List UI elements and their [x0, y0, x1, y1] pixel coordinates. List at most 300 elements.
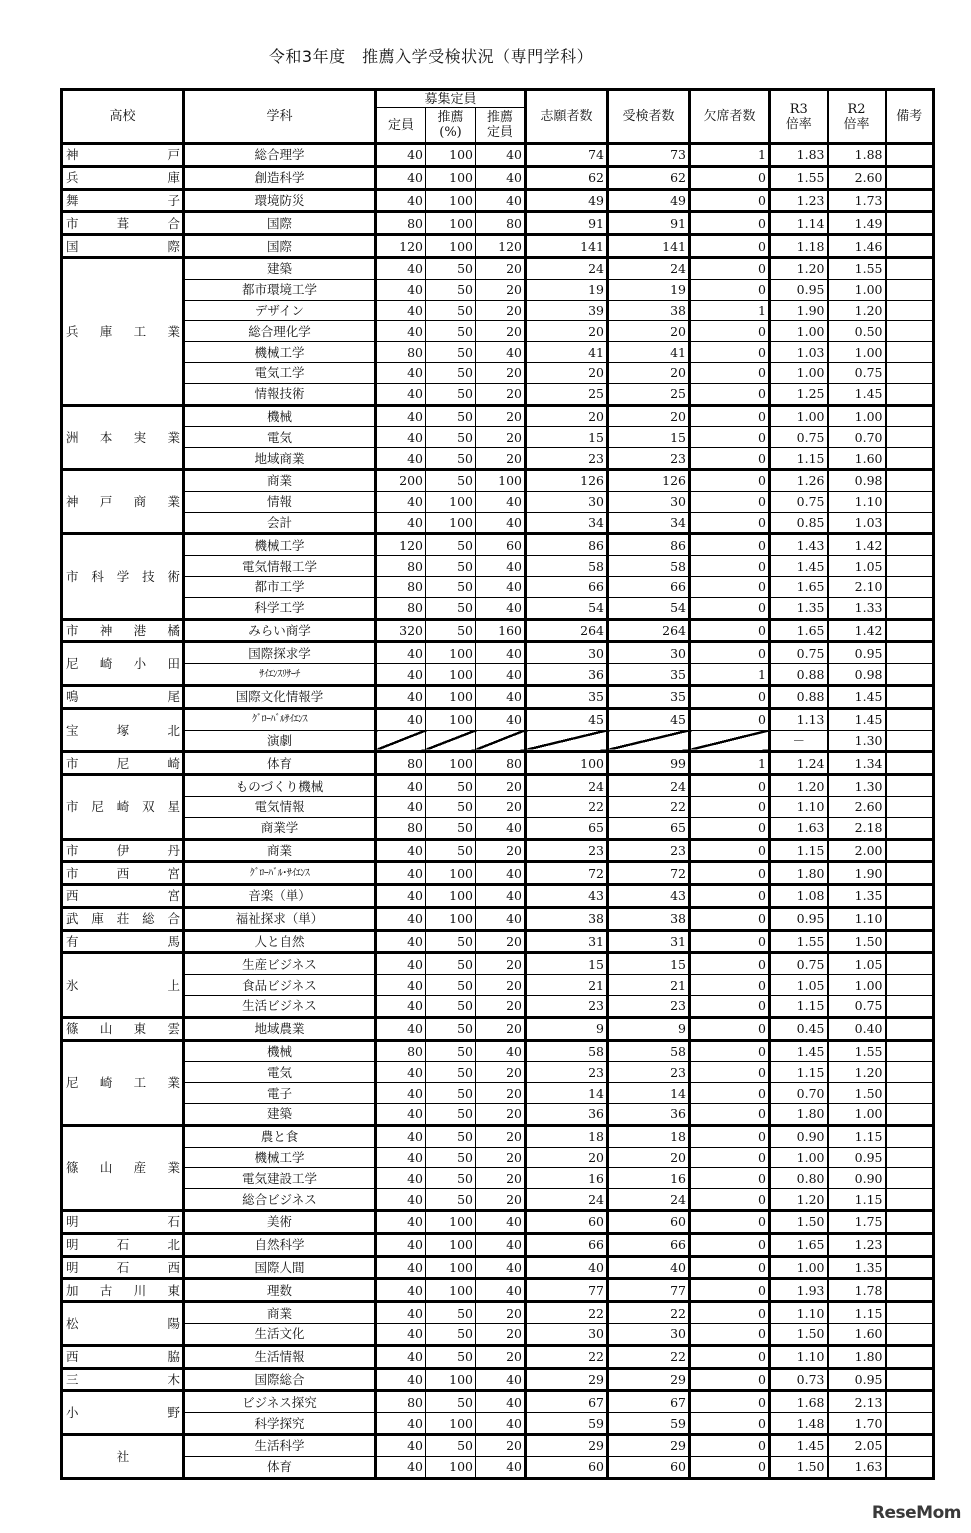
table-row [62, 708, 934, 730]
table-row [62, 907, 934, 930]
notes-cell [886, 469, 934, 491]
rec-capacity-cell: 40 [476, 1256, 526, 1279]
r2-ratio-cell: 0.95 [828, 642, 886, 664]
rec-pct-cell: 100 [426, 1256, 476, 1279]
table-row [62, 383, 934, 405]
dept-name: 体育 [184, 752, 376, 775]
r3-ratio-cell: 1.63 [770, 817, 828, 839]
notes-cell [886, 448, 934, 470]
rec-capacity-cell: 20 [476, 1345, 526, 1368]
absentees-cell: 0 [690, 166, 770, 189]
examinees-cell: 16 [608, 1168, 690, 1189]
notes-cell [886, 512, 934, 534]
notes-cell [886, 907, 934, 930]
table-row [62, 1125, 934, 1147]
rec-capacity-cell: 20 [476, 279, 526, 300]
examinees-cell: 99 [608, 752, 690, 775]
school-name: 市科学技術 [62, 534, 184, 619]
applicants-cell: 29 [526, 1435, 608, 1457]
rec-pct-cell: 50 [426, 576, 476, 597]
header-notes: 備考 [886, 90, 934, 144]
capacity-cell: 40 [376, 1435, 426, 1457]
notes-cell [886, 144, 934, 167]
examinees-cell: 86 [608, 534, 690, 556]
examinees-cell: 23 [608, 996, 690, 1018]
applicants-cell: 18 [526, 1125, 608, 1147]
applicants-cell: 100 [526, 752, 608, 775]
rec-capacity-cell: 20 [476, 1062, 526, 1083]
applicants-cell: 38 [526, 907, 608, 930]
r3-ratio-cell: 1.50 [770, 1324, 828, 1346]
rec-capacity-cell: 20 [476, 300, 526, 321]
absentees-cell: 0 [690, 342, 770, 363]
rec-pct-cell: 100 [426, 862, 476, 885]
r3-ratio-cell: 1.18 [770, 235, 828, 258]
school-name: 明石 [62, 1211, 184, 1234]
dept-name: 情報 [184, 491, 376, 512]
r2-ratio-cell: 1.30 [828, 775, 886, 797]
r2-ratio-cell: 1.20 [828, 300, 886, 321]
examinees-cell: 77 [608, 1279, 690, 1302]
capacity-cell: 40 [376, 1302, 426, 1324]
r3-ratio-cell: 0.80 [770, 1168, 828, 1189]
dept-name: 電気 [184, 1062, 376, 1083]
absentees-cell: 0 [690, 405, 770, 427]
examinees-cell: 30 [608, 642, 690, 664]
rec-capacity-cell: 40 [476, 491, 526, 512]
capacity-cell: 40 [376, 1256, 426, 1279]
absentees-cell: 0 [690, 1211, 770, 1234]
examinees-cell: 23 [608, 448, 690, 470]
table-row [62, 342, 934, 363]
school-name: 武庫荘総合 [62, 907, 184, 930]
applicants-cell: 20 [526, 321, 608, 342]
rec-capacity-cell: 20 [476, 405, 526, 427]
capacity-cell: 40 [376, 930, 426, 953]
absentees-cell: 0 [690, 597, 770, 619]
examinees-cell: 15 [608, 953, 690, 975]
r2-ratio-cell: 0.95 [828, 1368, 886, 1391]
r3-ratio-cell: 1.45 [770, 1435, 828, 1457]
dept-name: 総合理化学 [184, 321, 376, 342]
absentees-cell: 0 [690, 534, 770, 556]
notes-cell [886, 930, 934, 953]
absentees-cell: 0 [690, 556, 770, 577]
r3-ratio-cell: 0.88 [770, 664, 828, 686]
examinees-cell: 24 [608, 257, 690, 279]
absentees-cell: 0 [690, 448, 770, 470]
rec-pct-cell: 100 [426, 1279, 476, 1302]
r2-ratio-cell: 1.15 [828, 1302, 886, 1324]
rec-pct-cell: 100 [426, 685, 476, 708]
examinees-cell: 45 [608, 708, 690, 730]
applicants-cell: 54 [526, 597, 608, 619]
notes-cell [886, 619, 934, 642]
rec-pct-cell: 100 [426, 189, 476, 212]
r2-ratio-cell: 1.00 [828, 405, 886, 427]
capacity-cell: 40 [376, 642, 426, 664]
header-rec-capacity: 推薦 定員 [476, 108, 526, 144]
dept-name: 電気工学 [184, 362, 376, 383]
school-name: 松陽 [62, 1302, 184, 1346]
school-name: 社 [62, 1435, 184, 1479]
rec-pct-cell: 50 [426, 405, 476, 427]
dept-name: 創造科学 [184, 166, 376, 189]
capacity-cell: 40 [376, 996, 426, 1018]
r2-ratio-cell: 1.88 [828, 144, 886, 167]
applicants-cell: 23 [526, 448, 608, 470]
r3-ratio-cell: 0.95 [770, 907, 828, 930]
r3-ratio-cell: 1.15 [770, 996, 828, 1018]
capacity-cell: 40 [376, 862, 426, 885]
rec-pct-cell: 100 [426, 664, 476, 686]
dept-name: 地域農業 [184, 1017, 376, 1040]
capacity-cell: 40 [376, 885, 426, 908]
capacity-cell: 40 [376, 1083, 426, 1104]
table-body [62, 144, 934, 1479]
rec-pct-cell: 50 [426, 362, 476, 383]
table-row [62, 235, 934, 258]
table-row [62, 1279, 934, 1302]
rec-pct-cell: 100 [426, 1413, 476, 1435]
table-row [62, 930, 934, 953]
r3-ratio-cell: 1.10 [770, 1302, 828, 1324]
rec-capacity-cell: 40 [476, 1456, 526, 1478]
r2-ratio-cell: 1.49 [828, 212, 886, 235]
table-row [62, 300, 934, 321]
r2-ratio-cell: 1.50 [828, 930, 886, 953]
rec-pct-cell: 50 [426, 1189, 476, 1211]
school-name: 篠山産業 [62, 1125, 184, 1210]
dept-name: 建築 [184, 257, 376, 279]
table-row [62, 1040, 934, 1062]
examinees-cell: 41 [608, 342, 690, 363]
school-name: 西脇 [62, 1345, 184, 1368]
dept-name: 電気情報 [184, 796, 376, 817]
absentees-cell: 0 [690, 576, 770, 597]
school-name: 兵庫 [62, 166, 184, 189]
capacity-cell: 80 [376, 556, 426, 577]
rec-pct-cell: 100 [426, 907, 476, 930]
dept-name: 国際 [184, 235, 376, 258]
absentees-cell: 0 [690, 189, 770, 212]
table-row [62, 1256, 934, 1279]
rec-capacity-cell: 20 [476, 1125, 526, 1147]
r3-ratio-cell: 0.75 [770, 491, 828, 512]
rec-capacity-cell: 40 [476, 642, 526, 664]
rec-pct-cell: 50 [426, 1040, 476, 1062]
dept-name: 生活ビジネス [184, 996, 376, 1018]
rec-pct-cell: 50 [426, 1302, 476, 1324]
examinees-cell: 18 [608, 1125, 690, 1147]
absentees-cell: 1 [690, 664, 770, 686]
school-name: 洲本実業 [62, 405, 184, 469]
dept-name: 電気情報工学 [184, 556, 376, 577]
notes-cell [886, 1302, 934, 1324]
rec-capacity-cell: 40 [476, 166, 526, 189]
notes-cell [886, 1062, 934, 1083]
examinees-cell: 25 [608, 383, 690, 405]
dept-name: 都市環境工学 [184, 279, 376, 300]
r3-ratio-cell: 0.75 [770, 427, 828, 448]
school-name: 加古川東 [62, 1279, 184, 1302]
rec-capacity-cell: 40 [476, 1040, 526, 1062]
r2-ratio-cell: 2.10 [828, 576, 886, 597]
applicants-cell: 23 [526, 996, 608, 1018]
notes-cell [886, 576, 934, 597]
absentees-cell: 0 [690, 775, 770, 797]
table-row [62, 1168, 934, 1189]
examinees-cell: 59 [608, 1413, 690, 1435]
r2-ratio-cell: 2.18 [828, 817, 886, 839]
absentees-cell: 0 [690, 1147, 770, 1168]
r3-ratio-cell: 1.43 [770, 534, 828, 556]
absentees-cell: 0 [690, 1062, 770, 1083]
capacity-cell [376, 730, 426, 752]
r2-ratio-cell: 1.46 [828, 235, 886, 258]
applicants-cell: 49 [526, 189, 608, 212]
r3-ratio-cell: － [770, 730, 828, 752]
applicants-cell: 62 [526, 166, 608, 189]
capacity-cell: 40 [376, 1233, 426, 1256]
r3-ratio-cell: 1.55 [770, 166, 828, 189]
applicants-cell: 41 [526, 342, 608, 363]
absentees-cell: 0 [690, 1435, 770, 1457]
header-capacity: 定員 [376, 108, 426, 144]
examinees-cell: 60 [608, 1211, 690, 1234]
results-table [60, 88, 935, 1480]
applicants-cell: 60 [526, 1456, 608, 1478]
table-row [62, 1211, 934, 1234]
notes-cell [886, 1211, 934, 1234]
examinees-cell: 91 [608, 212, 690, 235]
notes-cell [886, 1456, 934, 1478]
r2-ratio-cell: 1.00 [828, 342, 886, 363]
table-row [62, 730, 934, 752]
school-name: 舞子 [62, 189, 184, 212]
examinees-cell: 19 [608, 279, 690, 300]
absentees-cell: 0 [690, 427, 770, 448]
school-name: 宝塚北 [62, 708, 184, 752]
applicants-cell: 29 [526, 1368, 608, 1391]
dept-name: 生産ビジネス [184, 953, 376, 975]
applicants-cell: 141 [526, 235, 608, 258]
dept-name: ｸﾞﾛｰﾊﾞﾙｻｲｴﾝｽ [184, 708, 376, 730]
examinees-cell: 23 [608, 1062, 690, 1083]
capacity-cell: 40 [376, 1017, 426, 1040]
applicants-cell: 31 [526, 930, 608, 953]
examinees-cell: 20 [608, 321, 690, 342]
dept-name: 機械工学 [184, 1147, 376, 1168]
notes-cell [886, 642, 934, 664]
rec-pct-cell [426, 730, 476, 752]
rec-capacity-cell: 20 [476, 930, 526, 953]
r3-ratio-cell: 1.23 [770, 189, 828, 212]
r3-ratio-cell: 1.13 [770, 708, 828, 730]
dept-name: 総合ビジネス [184, 1189, 376, 1211]
applicants-cell: 34 [526, 512, 608, 534]
notes-cell [886, 1279, 934, 1302]
capacity-cell: 80 [376, 342, 426, 363]
examinees-cell: 31 [608, 930, 690, 953]
absentees-cell: 0 [690, 619, 770, 642]
notes-cell [886, 257, 934, 279]
table-row [62, 166, 934, 189]
school-name: 氷上 [62, 953, 184, 1017]
applicants-cell: 23 [526, 839, 608, 862]
capacity-cell: 40 [376, 321, 426, 342]
header-examinees: 受検者数 [608, 90, 690, 144]
rec-capacity-cell [476, 730, 526, 752]
examinees-cell: 43 [608, 885, 690, 908]
notes-cell [886, 1413, 934, 1435]
rec-pct-cell: 50 [426, 279, 476, 300]
r3-ratio-cell: 1.50 [770, 1211, 828, 1234]
dept-name: 機械 [184, 1040, 376, 1062]
applicants-cell: 60 [526, 1211, 608, 1234]
dept-name: 地域商業 [184, 448, 376, 470]
table-row [62, 257, 934, 279]
applicants-cell: 24 [526, 257, 608, 279]
table-row [62, 1456, 934, 1478]
capacity-cell: 40 [376, 166, 426, 189]
applicants-cell: 43 [526, 885, 608, 908]
r2-ratio-cell: 0.70 [828, 427, 886, 448]
header-school: 高校 [62, 90, 184, 144]
notes-cell [886, 1368, 934, 1391]
absentees-cell: 0 [690, 1413, 770, 1435]
r3-ratio-cell: 1.00 [770, 321, 828, 342]
table-row [62, 1391, 934, 1413]
school-name: 神戸 [62, 144, 184, 167]
examinees-cell: 30 [608, 491, 690, 512]
table-row [62, 576, 934, 597]
school-name: 尼崎工業 [62, 1040, 184, 1125]
r3-ratio-cell: 0.75 [770, 642, 828, 664]
dept-name: 電気 [184, 427, 376, 448]
rec-capacity-cell: 20 [476, 427, 526, 448]
notes-cell [886, 235, 934, 258]
notes-cell [886, 664, 934, 686]
rec-capacity-cell: 20 [476, 839, 526, 862]
absentees-cell: 0 [690, 642, 770, 664]
table-row [62, 1062, 934, 1083]
rec-pct-cell: 100 [426, 166, 476, 189]
rec-capacity-cell: 40 [476, 1211, 526, 1234]
capacity-cell: 200 [376, 469, 426, 491]
table-row [62, 469, 934, 491]
table-row [62, 1324, 934, 1346]
notes-cell [886, 362, 934, 383]
examinees-cell: 24 [608, 1189, 690, 1211]
school-name: 国際 [62, 235, 184, 258]
table-row [62, 953, 934, 975]
table-row [62, 839, 934, 862]
dept-name: 体育 [184, 1456, 376, 1478]
notes-cell [886, 1040, 934, 1062]
absentees-cell: 0 [690, 930, 770, 953]
rec-capacity-cell: 20 [476, 1324, 526, 1346]
r3-ratio-cell: 1.83 [770, 144, 828, 167]
absentees-cell: 0 [690, 953, 770, 975]
rec-capacity-cell: 20 [476, 448, 526, 470]
capacity-cell: 40 [376, 708, 426, 730]
capacity-cell: 80 [376, 1391, 426, 1413]
absentees-cell: 0 [690, 1104, 770, 1126]
table-row [62, 1083, 934, 1104]
rec-capacity-cell: 40 [476, 708, 526, 730]
rec-pct-cell: 50 [426, 321, 476, 342]
applicants-cell: 65 [526, 817, 608, 839]
notes-cell [886, 1189, 934, 1211]
r3-ratio-cell: 1.26 [770, 469, 828, 491]
rec-pct-cell: 50 [426, 383, 476, 405]
applicants-cell: 35 [526, 685, 608, 708]
table-row [62, 1017, 934, 1040]
rec-capacity-cell: 40 [476, 1391, 526, 1413]
r3-ratio-cell: 1.00 [770, 405, 828, 427]
rec-capacity-cell: 20 [476, 321, 526, 342]
absentees-cell: 0 [690, 257, 770, 279]
dept-name: 情報技術 [184, 383, 376, 405]
capacity-cell: 40 [376, 1368, 426, 1391]
applicants-cell: 126 [526, 469, 608, 491]
absentees-cell: 0 [690, 235, 770, 258]
rec-pct-cell: 50 [426, 1345, 476, 1368]
rec-pct-cell: 50 [426, 1147, 476, 1168]
rec-capacity-cell: 20 [476, 1302, 526, 1324]
r2-ratio-cell: 2.60 [828, 796, 886, 817]
absentees-cell: 0 [690, 817, 770, 839]
capacity-cell: 40 [376, 975, 426, 996]
rec-pct-cell: 50 [426, 930, 476, 953]
r2-ratio-cell: 1.60 [828, 1324, 886, 1346]
table-row [62, 642, 934, 664]
absentees-cell: 0 [690, 1368, 770, 1391]
school-name: 鳴尾 [62, 685, 184, 708]
rec-pct-cell: 50 [426, 556, 476, 577]
logo-text: ReseMom [871, 1503, 961, 1523]
r2-ratio-cell: 0.98 [828, 664, 886, 686]
rec-capacity-cell: 20 [476, 953, 526, 975]
examinees-cell: 35 [608, 664, 690, 686]
r3-ratio-cell: 1.08 [770, 885, 828, 908]
examinees-cell: 54 [608, 597, 690, 619]
r2-ratio-cell: 0.90 [828, 1168, 886, 1189]
applicants-cell: 20 [526, 1147, 608, 1168]
table-row [62, 1413, 934, 1435]
examinees-cell: 60 [608, 1456, 690, 1478]
r2-ratio-cell: 1.23 [828, 1233, 886, 1256]
capacity-cell: 40 [376, 383, 426, 405]
capacity-cell: 40 [376, 512, 426, 534]
examinees-cell: 20 [608, 1147, 690, 1168]
table-row [62, 1104, 934, 1126]
rec-pct-cell: 100 [426, 1368, 476, 1391]
absentees-cell: 0 [690, 321, 770, 342]
rec-pct-cell: 50 [426, 996, 476, 1018]
table-row [62, 1302, 934, 1324]
notes-cell [886, 300, 934, 321]
applicants-cell: 19 [526, 279, 608, 300]
rec-capacity-cell: 40 [476, 885, 526, 908]
rec-capacity-cell: 40 [476, 342, 526, 363]
rec-pct-cell: 50 [426, 839, 476, 862]
applicants-cell: 91 [526, 212, 608, 235]
table-row [62, 1189, 934, 1211]
capacity-cell: 80 [376, 576, 426, 597]
applicants-cell: 45 [526, 708, 608, 730]
